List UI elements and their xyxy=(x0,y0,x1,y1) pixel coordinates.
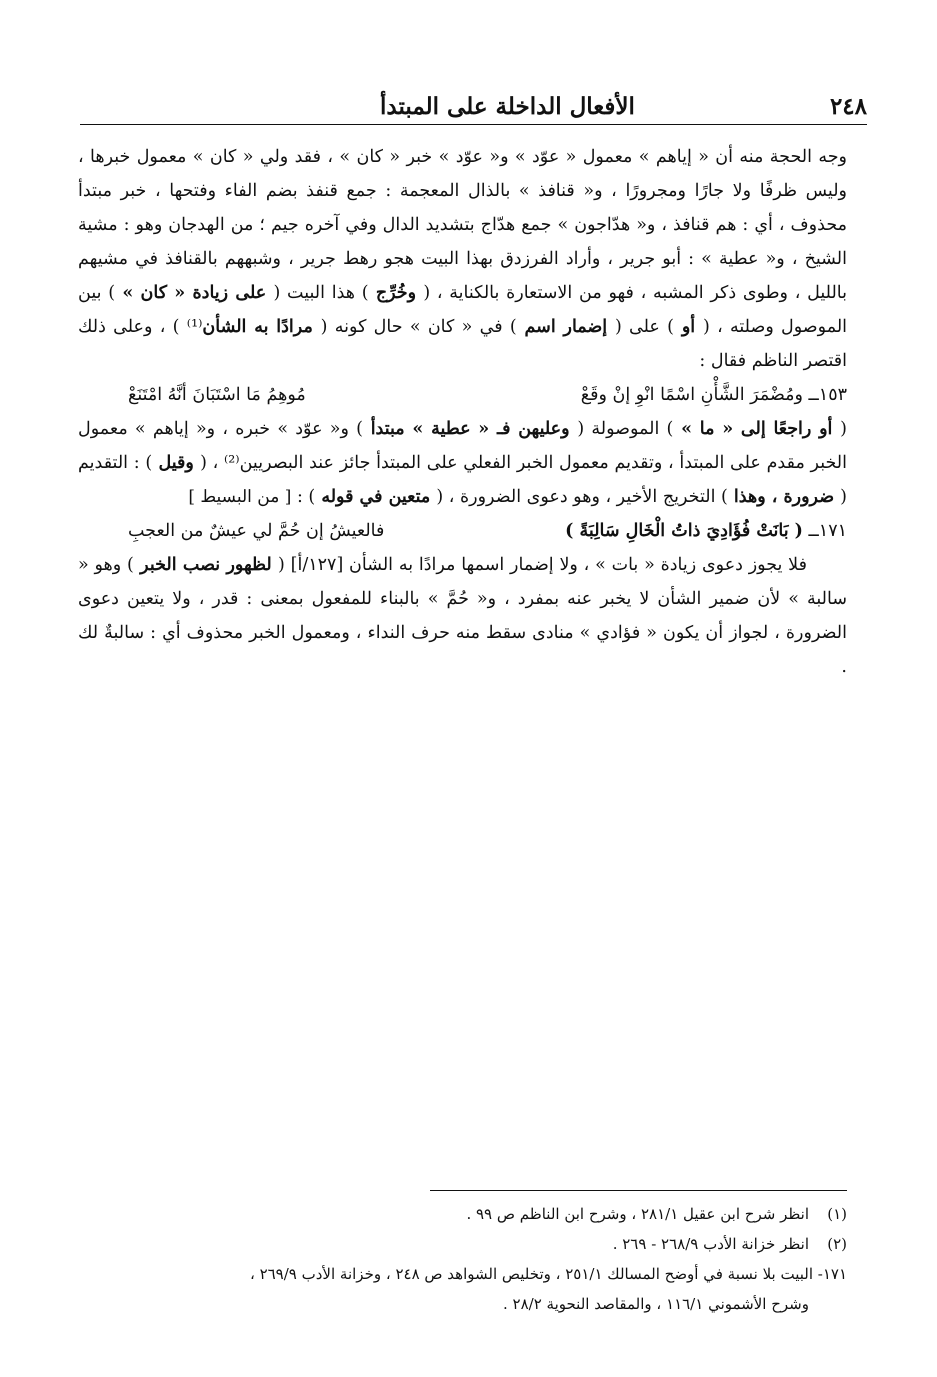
bold-term: لظهور نصب الخبر xyxy=(133,555,279,575)
text-run: ) : xyxy=(296,487,316,507)
bold-term: أو xyxy=(674,317,703,337)
text-run: ) : التقديم ( xyxy=(78,453,847,507)
text-run: ) و« عوّد » خبره ، و« إياهم » معمول الخبر مقدم على المبتدأ ، وتقديم معمول الخبر الفعلي على المبتدأ جائز عند البصريين⁽²⁾ ، ( xyxy=(78,419,847,473)
hemistich-1: ومُضْمَرَ الشَّأْنِ اسْمًا انْوِ إنْ وقَعْ xyxy=(580,385,803,405)
bold-term: وخُرِّج xyxy=(368,283,424,303)
text-run: ) وهو « سالبة » لأن ضمير الشأن لا يخبر عنه بمفرد ، و« حُمَّ » بالبناء للمفعول بمعنى : قدر ، ولا يتعين دعوى الضرورة ، لجواز أن يكون « فؤادي » منادى سقط منه حرف النداء ، ومعمول الخبر محذوف أي : سالبةٌ لك . xyxy=(78,555,847,677)
text-run: ) على ( xyxy=(614,317,674,337)
text-run: فلا يجوز دعوى زيادة « بات » ، ولا إضمار اسمها مرادًا به الشأن [١٢٧/أ] ( xyxy=(278,555,807,575)
bold-term: متعين في قوله xyxy=(315,487,437,507)
text-run: ) الموصولة ( xyxy=(577,419,674,439)
main-text xyxy=(78,140,847,684)
paragraph-1 xyxy=(78,140,847,378)
paragraph-2 xyxy=(78,412,847,514)
footnote-1 xyxy=(78,1200,847,1228)
hemistich-2: فالعيشُ إن حُمَّ لي عيشٌ من العجبِ xyxy=(128,521,385,541)
hemistich-2: مُوهِمُ مَا اسْتَبَانَ أنَّهُ امْتَنَعْ xyxy=(128,385,306,405)
bold-term: أو راجعًا إلى « ما » xyxy=(673,419,841,439)
verse-first-hemistich xyxy=(565,514,847,548)
footnote-text: ١٧١- البيت بلا نسبة في أوضح المسالك ٢٥١/١ ، وتخليص الشواهد ص ٢٤٨ ، وخزانة الأدب ٢٦٩/٩ ، xyxy=(249,1265,847,1283)
footnote-2 xyxy=(78,1230,847,1258)
page-number: ٢٤٨ xyxy=(829,93,867,120)
footnote-separator xyxy=(430,1190,847,1191)
text-run: ⁽¹⁾ ) ، وعلى ذلك اقتصر الناظم فقال : xyxy=(78,317,847,371)
running-header xyxy=(80,86,867,125)
text-run: ( xyxy=(840,419,847,439)
bold-term: على زيادة « كان » xyxy=(115,283,274,303)
verse-number: ١٧١ــ xyxy=(808,521,847,541)
text-run: ) التخريج الأخير ، وهو دعوى الضرورة ، ( xyxy=(436,487,728,507)
paragraph-3 xyxy=(78,548,847,684)
bold-term: وعليهن فـ « عطية » مبتدأ xyxy=(362,419,578,439)
bold-term: ضرورة ، وهذا xyxy=(727,487,841,507)
text-run: ) هذا البيت ( xyxy=(273,283,369,303)
text-run: وجه الحجة منه أن « إياهم » معمول « عوّد » و« عوّد » خبر « كان » ، فقد ولي « كان » معمول خبرها ، وليس ظرفًا ولا جارًا ومجرورًا ، و« قنافذ » بالذال المعجمة : جمع قنفذ بضم الفاء وفتحها ، خبر مبتدأ محذوف ، أي : هم قنافذ ، و« هدّاجون » جمع هدّاج بتشديد الدال وفي آخره جيم ؛ من الهدجان وهو : مشية الشيخ ، و« عطية » : أبو جرير ، وأراد الفرزدق بهذا البيت هجو رهط جرير ، وشبههم بالقنافذ في مشيهم بالليل ، وطوى ذكر المشبه ، فهو من الاستعارة بالكناية ، ( xyxy=(78,147,847,303)
bold-term: مرادًا به الشأن xyxy=(202,317,321,337)
bold-term: إضمار اسم xyxy=(516,317,615,337)
verse-first-hemistich xyxy=(581,378,847,412)
meter-label: [ من البسيط ] xyxy=(188,487,292,507)
verse-153 xyxy=(78,378,847,412)
text-run: ) في « كان » حال كونه ( xyxy=(320,317,517,337)
verse-171 xyxy=(78,514,847,548)
hemistich-1: ( بَانَتْ فُؤَادِيَ ذاتُ الْخَالِ سَالِبَةً ) xyxy=(565,521,803,541)
footnote-171-continued xyxy=(78,1290,847,1318)
footnote-marker: (٢) xyxy=(827,1235,847,1253)
footnote-171 xyxy=(78,1260,847,1288)
text-run: ) بين الموصول وصلته ، ( xyxy=(78,283,848,337)
footnote-text: انظر خزانة الأدب ٢٦٨/٩ - ٢٦٩ . xyxy=(612,1235,809,1253)
bold-term: وقيل xyxy=(152,453,201,473)
footnote-text: وشرح الأشموني ١١٦/١ ، والمقاصد النحوية ٢٨/٢ . xyxy=(502,1295,809,1313)
verse-number: ١٥٣ــ xyxy=(808,385,847,405)
running-title: الأفعال الداخلة على المبتدأ xyxy=(380,93,635,120)
footnote-text: انظر شرح ابن عقيل ٢٨١/١ ، وشرح ابن الناظم ص ٩٩ . xyxy=(466,1205,809,1223)
footnotes xyxy=(78,1200,847,1318)
footnote-marker: (١) xyxy=(827,1205,847,1223)
